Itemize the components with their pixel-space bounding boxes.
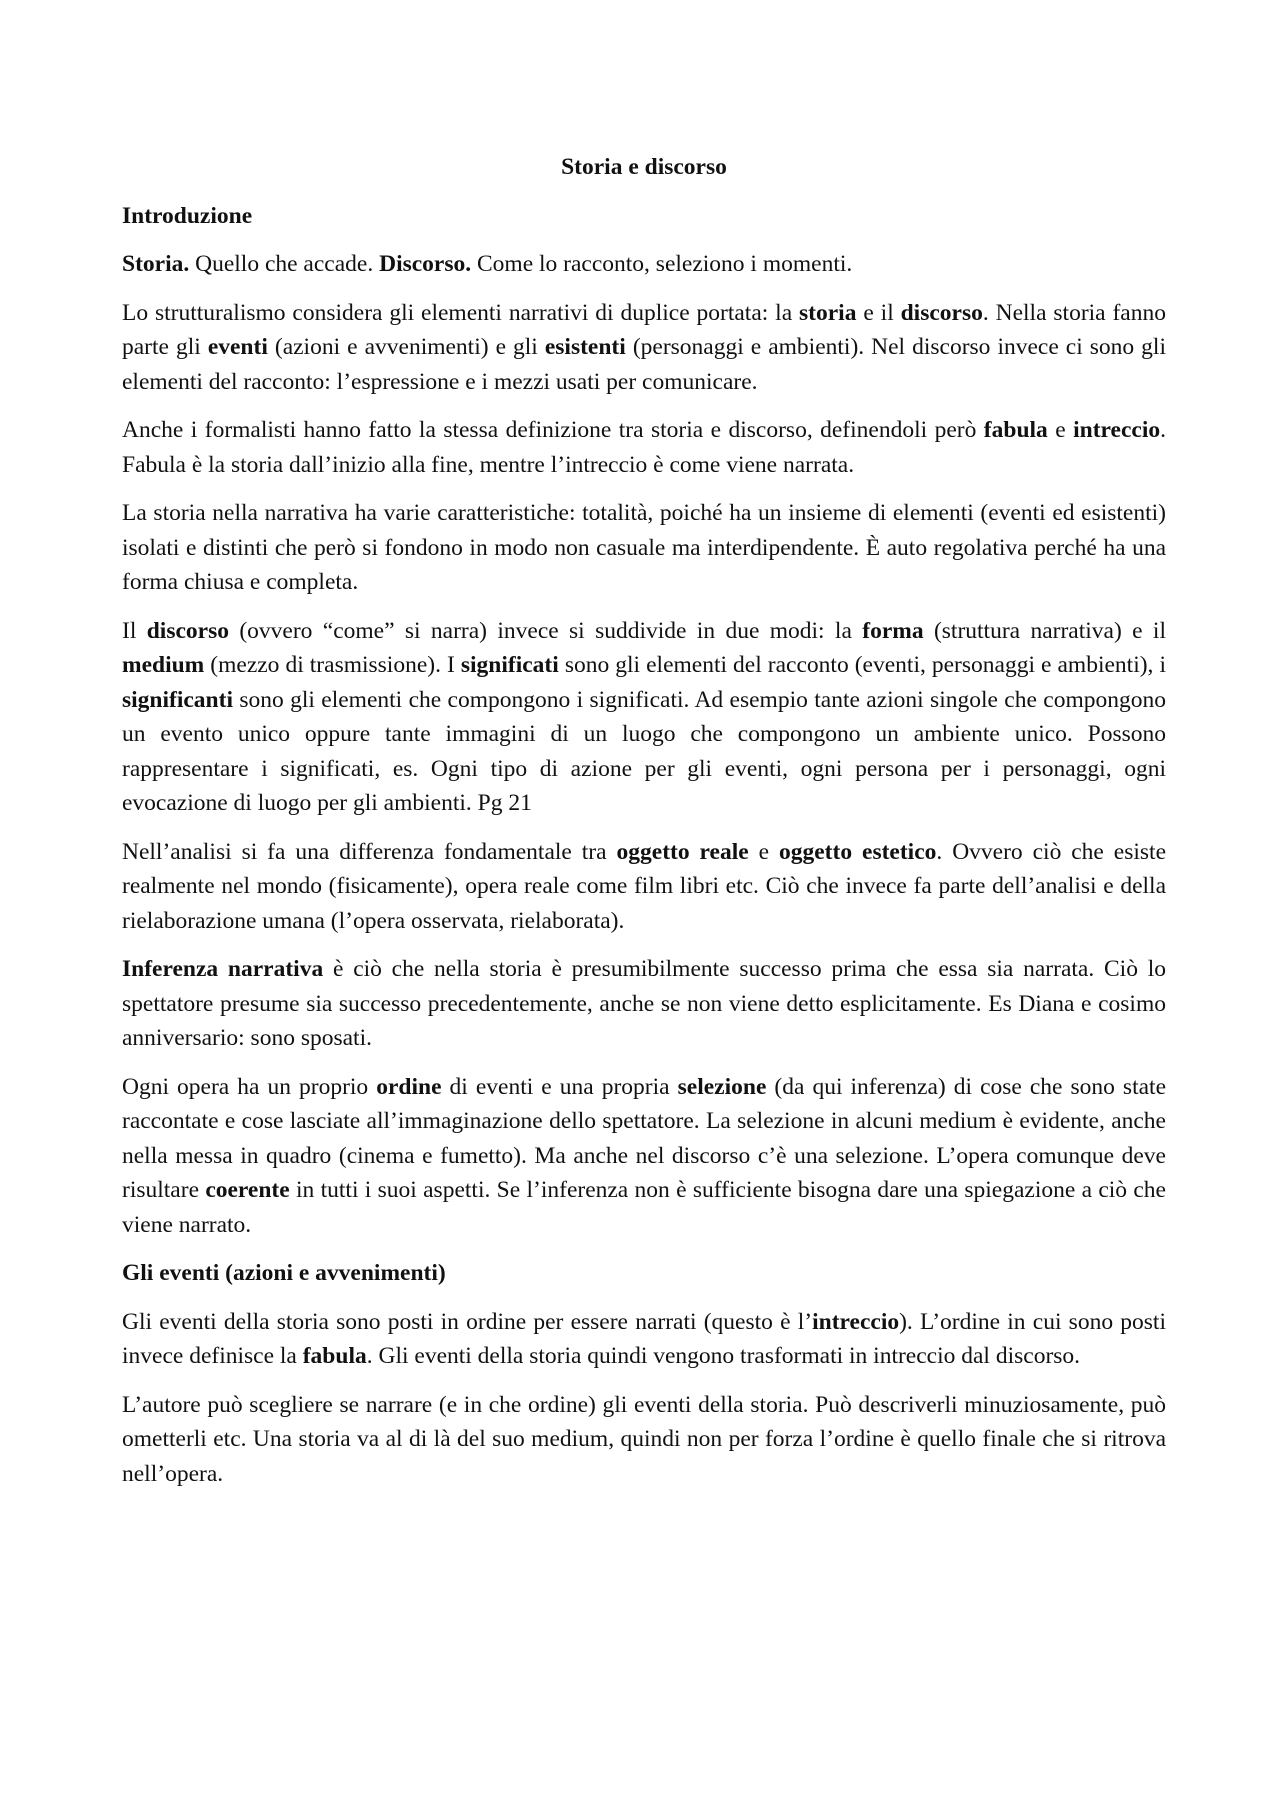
- bold-term: ordine: [376, 1073, 442, 1100]
- bold-term: fabula: [983, 417, 1048, 443]
- bold-term: significati: [460, 652, 559, 678]
- bold-term: fabula: [302, 1343, 367, 1369]
- text-run: in tutti i suoi aspetti. Se l’inferenza non è sufficiente bisogna dare una spiegazione a ciò che viene narrato.: [122, 1177, 1166, 1238]
- section-heading: Introduzione: [122, 202, 253, 229]
- text-run: e: [1047, 417, 1074, 443]
- text-run: Quello che accade.: [189, 251, 380, 277]
- text-run: Come lo racconto, seleziono i momenti.: [471, 251, 853, 277]
- bold-term: Storia.: [122, 251, 190, 277]
- paragraph: [122, 247, 1166, 282]
- bold-term: Discorso.: [379, 251, 472, 277]
- text-run: e il: [856, 299, 901, 326]
- bold-term: selezione: [677, 1073, 767, 1100]
- bold-term: discorso: [146, 617, 229, 644]
- bold-term: esistenti: [544, 334, 626, 360]
- text-run: Lo strutturalismo considera gli elementi narrativi di duplice portata: la: [122, 299, 800, 326]
- bold-term: eventi: [207, 334, 268, 360]
- text-run: . Gli eventi della storia quindi vengono trasformati in intreccio dal discorso.: [366, 1343, 1081, 1369]
- text-run: ). L’ordine in cui sono posti invece definisce la: [122, 1308, 1166, 1369]
- paragraph: [122, 1070, 1166, 1243]
- paragraph: [122, 296, 1166, 400]
- paragraph: [122, 1388, 1166, 1492]
- text-run: (azioni e avvenimenti) e gli: [267, 334, 545, 360]
- text-run: . Nella storia fanno parte gli: [122, 299, 1166, 360]
- paragraph: [122, 614, 1166, 821]
- bold-term: intreccio: [812, 1308, 900, 1335]
- text-run: sono gli elementi del racconto (eventi, personaggi e ambienti), i: [558, 652, 1166, 678]
- document-title: Storia e discorso: [561, 154, 727, 180]
- bold-term: discorso: [900, 299, 983, 326]
- text-run: Anche i formalisti hanno fatto la stessa definizione tra storia e discorso, definendoli però: [122, 417, 984, 443]
- bold-term: forma: [862, 617, 924, 644]
- bold-term: oggetto reale: [616, 838, 749, 865]
- text-run: di eventi e una propria: [441, 1073, 678, 1100]
- text-run: (da qui inferenza) di cose che sono state raccontate e cose lasciate all’immaginazione dello spettatore. La selezione in alcuni medium è evidente, anche nella messa in quadro (cinema e fumetto). Ma anche nel discorso c’è una selezione. L’opera comunque deve risultare: [122, 1073, 1167, 1203]
- bold-term: coerente: [205, 1177, 290, 1203]
- text-run: (ovvero “come” si narra) invece si suddivide in due modi: la: [228, 617, 863, 644]
- paragraph: [122, 952, 1166, 1056]
- bold-term: storia: [799, 299, 857, 326]
- text-run: L’autore può scegliere se narrare (e in che ordine) gli eventi della storia. Può descriverli minuziosamente, può ometterli etc. Una storia va al di là del suo medium, quindi non per forza l’ordine è quello finale che si ritrova nell’opera.: [122, 1391, 1166, 1487]
- text-run: . Ovvero ciò che esiste realmente nel mondo (fisicamente), opera reale come film libri etc. Ciò che invece fa parte dell’analisi e della rielaborazione umana (l’opera osservata, rielaborata).: [122, 838, 1167, 934]
- paragraph: [122, 496, 1166, 600]
- text-run: sono gli elementi che compongono i significati. Ad esempio tante azioni singole che compongono un evento unico oppure tante immagini di un luogo che compongono un ambiente unico. Possono rappresentare i significati, es. Ogni tipo di azione per gli eventi, ogni persona per i personaggi, ogni evocazione di luogo per gli ambienti. Pg 21: [122, 686, 1166, 816]
- paragraph: [122, 413, 1166, 482]
- document-body: [122, 199, 1166, 1492]
- document-page: [122, 150, 1166, 1505]
- text-run: è ciò che nella storia è presumibilmente successo prima che essa sia narrata. Ciò lo spettatore presume sia successo precedentemente, anche se non viene detto esplicitamente. Es Diana e cosimo anniversario: sono sposati.: [122, 956, 1166, 1051]
- text-run: (mezzo di trasmissione). I: [204, 652, 461, 678]
- text-run: Ogni opera ha un proprio: [122, 1073, 377, 1100]
- text-run: . Fabula è la storia dall’inizio alla fine, mentre l’intreccio è come viene narrata.: [122, 417, 1166, 478]
- bold-term: intreccio: [1073, 417, 1161, 443]
- text-run: Il: [122, 617, 147, 644]
- text-run: La storia nella narrativa ha varie caratteristiche: totalità, poiché ha un insieme di elementi (eventi ed esistenti) isolati e distinti che però si fondono in modo non casuale ma interdipendente. È auto regolativa perché ha una forma chiusa e completa.: [122, 500, 1166, 595]
- bold-term: Inferenza narrativa: [122, 956, 324, 982]
- bold-term: oggetto estetico: [779, 838, 937, 865]
- text-run: (struttura narrativa) e il: [923, 617, 1166, 644]
- section-heading: Gli eventi (azioni e avvenimenti): [122, 1260, 446, 1286]
- paragraph: [122, 835, 1166, 939]
- text-run: e: [748, 838, 779, 865]
- text-run: Nell’analisi si fa una differenza fondamentale tra: [122, 838, 617, 865]
- bold-term: medium: [122, 652, 205, 678]
- text-run: (personaggi e ambienti). Nel discorso invece ci sono gli elementi del racconto: l’espressione e i mezzi usati per comunicare.: [122, 334, 1166, 395]
- bold-term: significanti: [122, 686, 233, 713]
- text-run: Gli eventi della storia sono posti in ordine per essere narrati (questo è l’: [122, 1308, 813, 1335]
- paragraph: [122, 1305, 1166, 1374]
